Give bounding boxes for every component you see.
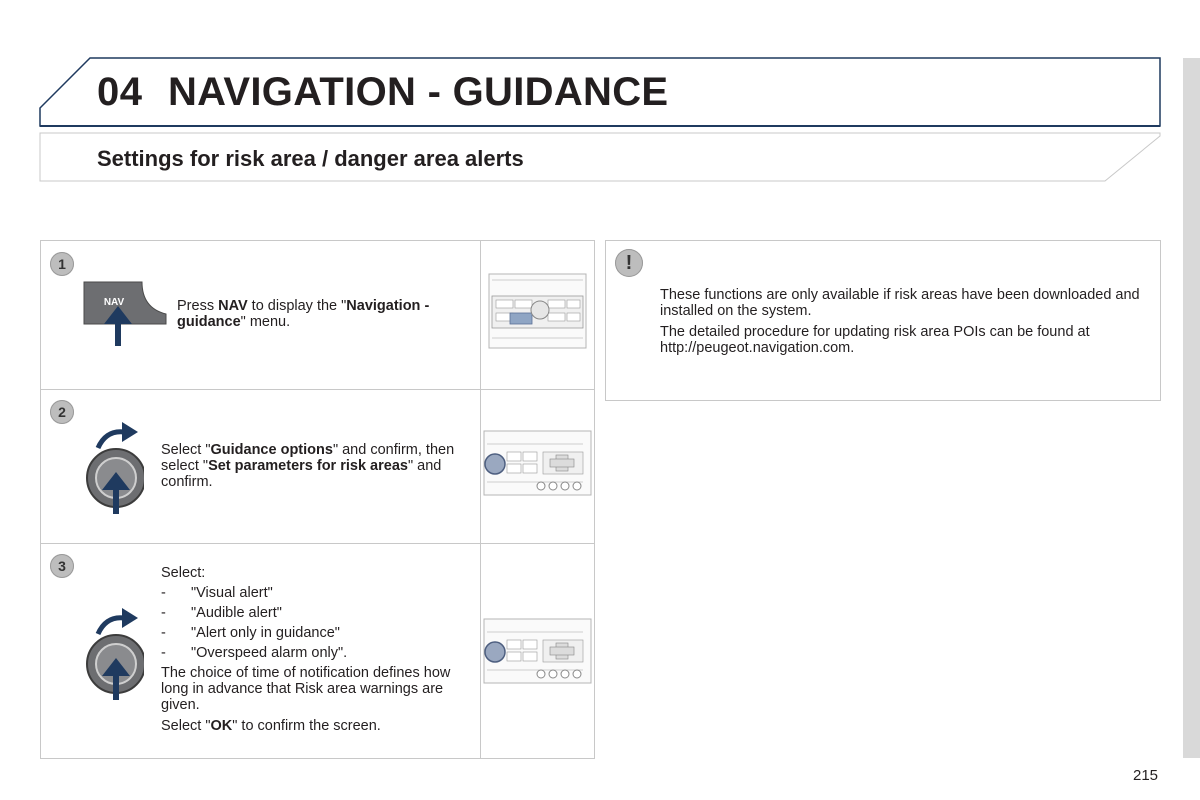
head-unit-front-knob-illustration [483, 618, 593, 686]
chapter-title: NAVIGATION - GUIDANCE [168, 70, 669, 114]
column-divider [480, 240, 481, 759]
step-2-badge: 2 [50, 400, 74, 424]
info-paragraph: The detailed procedure for updating risk area POIs can be found at http://peugeot.navigation.com. [660, 324, 1090, 356]
info-paragraph: These functions are only available if risk areas have been downloaded and installed on the system. [660, 287, 1140, 319]
section-title: Settings for risk area / danger area alerts [97, 146, 524, 171]
chapter-edge-tab [1183, 58, 1200, 758]
alert-options-list [161, 585, 466, 661]
list-item: - "Alert only in guidance" [161, 625, 340, 641]
row-divider [40, 389, 595, 390]
step-3-text [161, 565, 466, 734]
chapter-number: 04 [97, 70, 143, 114]
list-item: - "Audible alert" [161, 605, 282, 621]
step-1-badge: 1 [50, 252, 74, 276]
step-1-text: Press NAV to display the "Navigation - guidance" menu. [177, 298, 430, 330]
head-unit-front-knob-illustration [483, 430, 593, 498]
step-3-intro: Select: [161, 565, 206, 581]
rotary-knob-press-icon [84, 418, 144, 518]
step-3-badge: 3 [50, 554, 74, 578]
step-3-confirm: Select "OK" to confirm the screen. [161, 718, 381, 734]
step-2-text: Select "Guidance options" and confirm, then select "Set parameters for risk areas" and confirm. [161, 442, 455, 490]
list-item: - "Visual alert" [161, 585, 273, 601]
info-text [660, 287, 1150, 361]
head-unit-front-nav-illustration [488, 272, 588, 350]
warning-exclamation-icon: ! [615, 249, 643, 277]
nav-button-icon [80, 278, 170, 348]
page-number: 215 [1133, 767, 1159, 784]
list-item: - "Overspeed alarm only". [161, 645, 348, 661]
rotary-knob-press-icon [84, 604, 144, 704]
step-3-note: The choice of time of notification defines how long in advance that Risk area warnings are given. [161, 665, 451, 713]
nav-key-label: NAV [103, 297, 125, 308]
row-divider [40, 543, 595, 544]
